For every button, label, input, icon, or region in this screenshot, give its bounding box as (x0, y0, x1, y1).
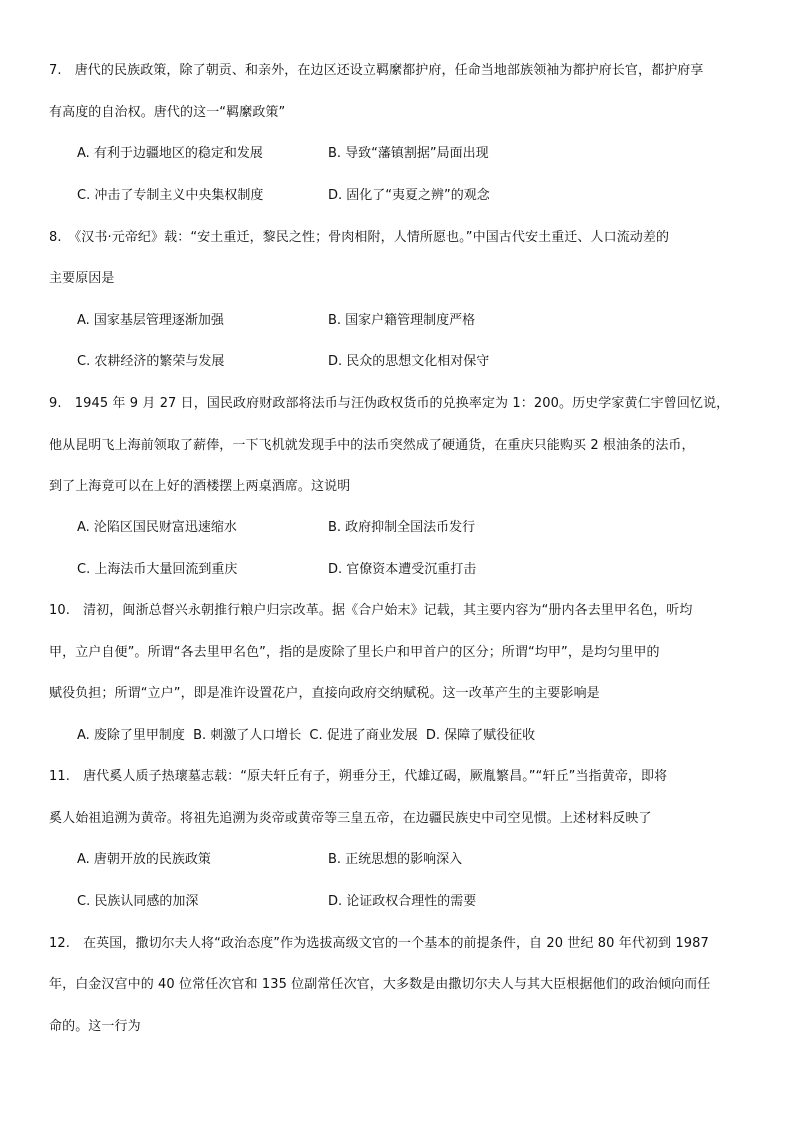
question-9-option-a: A. 沦陷区国民财富迅速缩水 (77, 520, 237, 535)
question-8-option-b: B. 国家户籍管理制度严格 (328, 313, 476, 328)
question-10-line-1: 10. 清初，闽浙总督兴永朝推行粮户归宗改革。据《合户始末》记载，其主要内容为“册内各去里甲名色，听均 (49, 603, 693, 618)
question-7-option-b: B. 导致“藩镇割据”局面出现 (328, 146, 489, 161)
question-10-option-d: D. 保障了赋役征收 (425, 728, 536, 743)
question-7-option-a: A. 有利于边疆地区的稳定和发展 (77, 146, 263, 161)
question-8-option-a: A. 国家基层管理逐渐加强 (77, 313, 224, 328)
question-11-option-b: B. 正统思想的影响深入 (328, 852, 463, 867)
question-10-line-2: 甲，立户自便”。所谓“各去里甲名色”，指的是废除了里长户和甲首户的区分；所谓“均甲”，是均匀里甲的 (49, 645, 660, 660)
question-10-option-a: A. 废除了里甲制度 (77, 728, 185, 743)
question-9-line-1: 9. 1945 年 9 月 27 日，国民政府财政部将法币与汪伪政权货币的兑换率定为 1：200。历史学家黄仁宇曾回忆说， (49, 396, 730, 411)
question-7-line-1: 7. 唐代的民族政策，除了朝贡、和亲外，在边区还设立羁縻都护府，任命当地部族领袖为都护府长官，都护府享 (49, 63, 704, 78)
question-11-line-2: 奚人始祖追溯为黄帝。将祖先追溯为炎帝或黄帝等三皇五帝，在边疆民族史中司空见惯。上述材料反映了 (49, 811, 652, 826)
question-11-option-a: A. 唐朝开放的民族政策 (77, 852, 211, 867)
question-7-line-2: 有高度的自治权。唐代的这一“羁縻政策” (49, 105, 286, 120)
question-7-option-c: C. 冲击了专制主义中央集权制度 (77, 188, 264, 203)
question-8-line-1: 8. 《汉书·元帝纪》载：“安土重迁，黎民之性；骨肉相附，人情所愿也。”中国古代安土重迁、人口流动差的 (49, 230, 670, 245)
question-11-line-1: 11. 唐代奚人质子热瓌墓志载：“原夫轩丘有子，朔垂分王，代雄辽碣，厥胤繁昌。”“轩丘”当指黄帝，即将 (49, 769, 668, 784)
question-9-option-c: C. 上海法币大量回流到重庆 (77, 562, 238, 577)
question-12-line-3: 命的。这一行为 (49, 1019, 141, 1034)
question-8-option-c: C. 农耕经济的繁荣与发展 (77, 354, 225, 369)
question-9-option-d: D. 官僚资本遭受沉重打击 (328, 562, 477, 577)
question-12-line-2: 年，白金汉宫中的 40 位常任次官和 135 位副常任次官，大多数是由撒切尔夫人与其大臣根据他们的政治倾向而任 (49, 977, 711, 992)
question-7-option-d: D. 固化了“夷夏之辨”的观念 (328, 188, 490, 203)
question-8-option-d: D. 民众的思想文化相对保守 (328, 354, 490, 369)
question-10-option-c: C. 促进了商业发展 (309, 728, 418, 743)
question-9-line-3: 到了上海竟可以在上好的酒楼摆上两桌酒席。这说明 (49, 479, 351, 494)
question-12-line-1: 12. 在英国，撒切尔夫人将“政治态度”作为选拔高级文官的一个基本的前提条件，自 20 世纪 80 年代初到 1987 (49, 936, 709, 951)
question-11-option-d: D. 论证政权合理性的需要 (328, 894, 477, 909)
question-9-option-b: B. 政府抑制全国法币发行 (328, 520, 476, 535)
question-9-line-2: 他从昆明飞上海前领取了薪俸，一下飞机就发现手中的法币突然成了硬通货，在重庆只能购买 2 根油条的法币， (49, 438, 695, 453)
question-11-option-c: C. 民族认同感的加深 (77, 894, 199, 909)
question-10-line-3: 赋役负担；所谓“立户”，即是准许设置花户，直接向政府交纳赋税。这一改革产生的主要影响是 (49, 686, 600, 701)
question-10-options (77, 727, 757, 745)
question-10-option-b: B. 刺激了人口增长 (193, 728, 302, 743)
question-8-line-2: 主要原因是 (49, 271, 115, 286)
